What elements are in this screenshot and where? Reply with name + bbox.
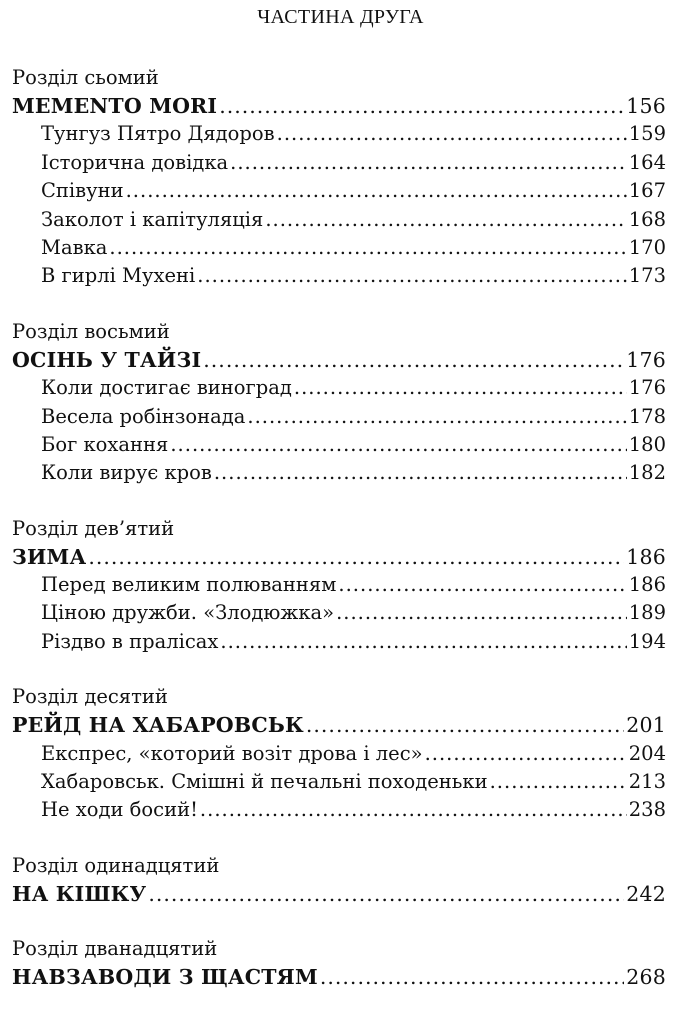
entry-page-number: 186 [628, 573, 666, 597]
dot-leader [230, 149, 627, 177]
dot-leader [220, 628, 626, 656]
entry-page-number: 168 [628, 207, 666, 231]
dot-leader [294, 374, 627, 402]
entry-page-number: 176 [628, 376, 666, 400]
entry-title: Тунгуз Пятро Дядоров [41, 122, 275, 146]
toc-entry[interactable] [12, 431, 666, 459]
entry-title: Мавка [41, 235, 108, 259]
dot-leader [247, 403, 626, 431]
toc-entry[interactable] [12, 149, 666, 177]
toc-entry[interactable] [12, 599, 666, 627]
entry-title: Хабаровськ. Смішні й печальні походеньки [41, 770, 488, 794]
toc-entry[interactable] [12, 740, 666, 768]
entry-page-number: 186 [626, 544, 666, 569]
toc-entry[interactable] [12, 459, 666, 487]
entry-title: Експрес, «которий возіт дрова і лес» [41, 741, 423, 765]
entry-page-number: 170 [628, 235, 666, 259]
entry-page-number: 182 [628, 461, 666, 485]
entry-title: Весела робінзонада [41, 404, 246, 428]
dot-leader [425, 740, 627, 768]
chapter-heading-entry[interactable] [12, 543, 666, 571]
toc-section [12, 852, 666, 908]
entry-page-number: 178 [628, 404, 666, 428]
entry-title: РЕЙД НА ХАБАРОВСЬК [12, 713, 304, 738]
entry-title: Перед великим полюванням [41, 573, 337, 597]
entry-page-number: 189 [628, 601, 666, 625]
table-of-contents [12, 64, 666, 1019]
section-label: Розділ одинадцятий [12, 853, 220, 877]
toc-entry[interactable] [12, 120, 666, 148]
toc-section [12, 64, 666, 291]
chapter-heading-entry[interactable] [12, 711, 666, 739]
entry-title: Не ходи босий! [41, 798, 198, 822]
chapter-heading-entry[interactable] [12, 346, 666, 374]
entry-title: В гирлі Мухені [41, 264, 196, 288]
entry-title: Співуни [41, 179, 124, 203]
entry-title: MEMENTO MORI [12, 94, 218, 118]
entry-page-number: 268 [626, 965, 666, 990]
entry-title: НА КІШКУ [12, 881, 147, 906]
toc-entry[interactable] [12, 571, 666, 599]
entry-page-number: 213 [628, 770, 666, 794]
toc-entry[interactable] [12, 403, 666, 431]
dot-leader [277, 120, 627, 148]
entry-page-number: 242 [626, 881, 666, 906]
entry-title: Коли вирує кров [41, 461, 212, 485]
toc-section [12, 935, 666, 991]
dot-leader [203, 346, 624, 374]
toc-entry[interactable] [12, 628, 666, 656]
entry-page-number: 164 [628, 150, 666, 174]
dot-leader [306, 711, 624, 739]
entry-title: ОСІНЬ У ТАЙЗІ [12, 347, 202, 372]
toc-section [12, 515, 666, 657]
entry-page-number: 156 [626, 94, 666, 118]
toc-section [12, 318, 666, 488]
toc-entry[interactable] [12, 796, 666, 824]
entry-page-number: 238 [628, 798, 666, 822]
section-label: Розділ дев’ятий [12, 516, 175, 540]
dot-leader [265, 206, 626, 234]
dot-leader [148, 880, 624, 908]
entry-page-number: 167 [628, 179, 666, 203]
chapter-heading-entry[interactable] [12, 963, 666, 991]
entry-title: Заколот і капітуляція [41, 207, 264, 231]
dot-leader [109, 234, 626, 262]
entry-page-number: 159 [628, 122, 666, 146]
dot-leader [219, 92, 624, 120]
toc-entry[interactable] [12, 374, 666, 402]
entry-title: ЗИМА [12, 544, 87, 569]
entry-page-number: 204 [628, 741, 666, 765]
dot-leader [200, 796, 627, 824]
toc-entry[interactable] [12, 234, 666, 262]
entry-page-number: 173 [628, 264, 666, 288]
chapter-heading-entry[interactable] [12, 92, 666, 120]
section-label: Розділ десятий [12, 685, 168, 709]
section-label: Розділ восьмий [12, 319, 170, 343]
section-label: Розділ сьомий [12, 66, 159, 89]
toc-entry[interactable] [12, 768, 666, 796]
part-title: ЧАСТИНА ДРУГА [257, 6, 424, 28]
dot-leader [336, 599, 627, 627]
entry-title: НАВЗАВОДИ З ЩАСТЯМ [12, 965, 318, 990]
section-label: Розділ дванадцятий [12, 937, 218, 961]
entry-title: Ціною дружби. «Злодюжка» [41, 601, 335, 625]
toc-entry[interactable] [12, 262, 666, 290]
entry-title: Історична довідка [41, 150, 229, 174]
dot-leader [88, 543, 624, 571]
entry-title: Бог кохання [41, 432, 169, 456]
entry-page-number: 180 [628, 432, 666, 456]
dot-leader [170, 431, 626, 459]
entry-title: Коли достигає виноград [41, 376, 292, 400]
dot-leader [197, 262, 627, 290]
entry-page-number: 176 [626, 347, 666, 372]
entry-page-number: 201 [626, 713, 666, 738]
entry-title: Різдво в пралісах [41, 629, 219, 653]
dot-leader [490, 768, 627, 796]
toc-section [12, 683, 666, 825]
chapter-heading-entry[interactable] [12, 880, 666, 908]
dot-leader [320, 963, 624, 991]
toc-entry[interactable] [12, 177, 666, 205]
dot-leader [214, 459, 627, 487]
toc-entry[interactable] [12, 206, 666, 234]
dot-leader [338, 571, 626, 599]
dot-leader [126, 177, 627, 205]
entry-page-number: 194 [628, 629, 666, 653]
